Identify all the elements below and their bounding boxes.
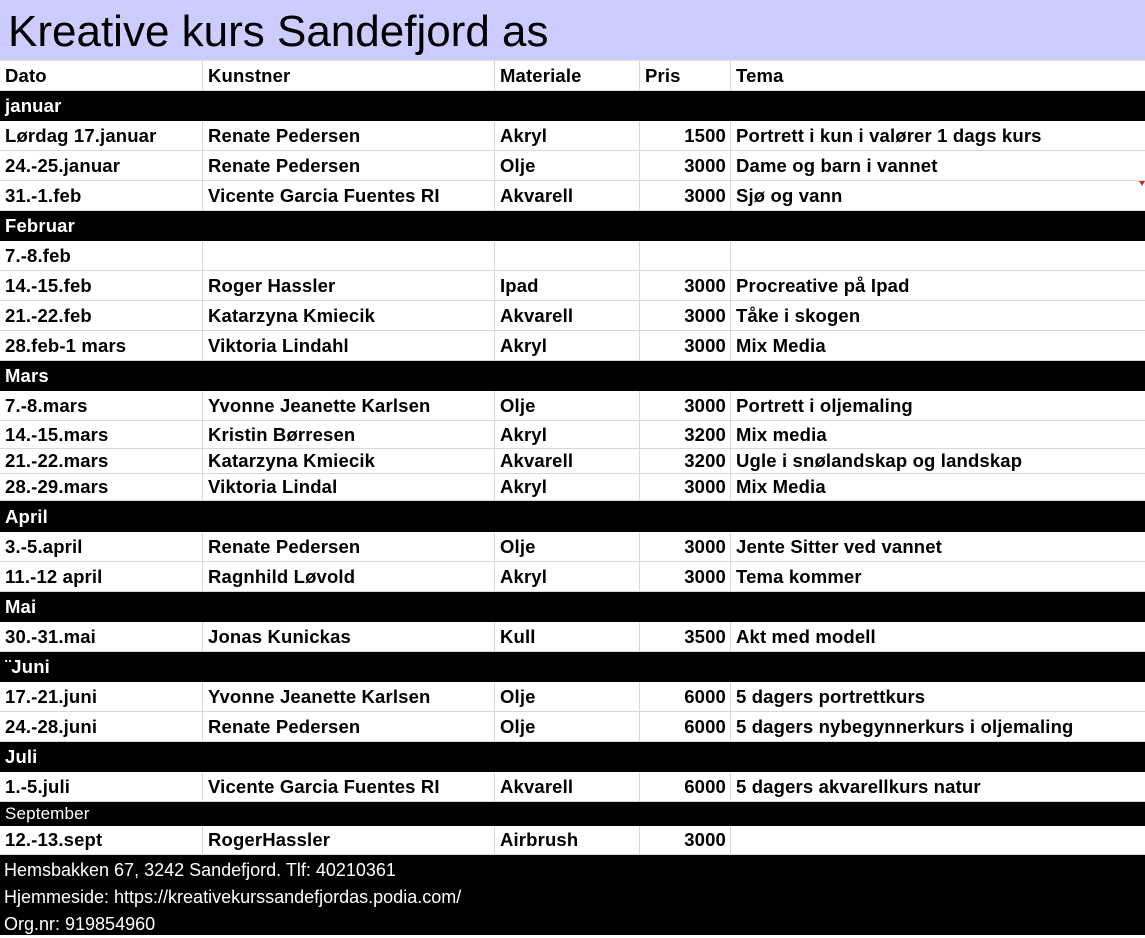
cell-dato: 3.-5.april: [0, 532, 203, 561]
cell-materiale: Akvarell: [495, 301, 640, 330]
column-header-dato: Dato: [0, 61, 203, 90]
table-row: [0, 449, 1145, 474]
cell-kunstner: Renate Pedersen: [203, 151, 495, 180]
cell-tema: 5 dagers portrettkurs: [736, 685, 926, 707]
month-label: April: [5, 505, 48, 527]
table-row: [0, 772, 1145, 802]
cell-tema: Dame og barn i vannet: [736, 154, 938, 176]
cell-dato: 31.-1.feb: [0, 181, 203, 210]
month-label: ¨Juni: [5, 656, 50, 677]
table-row: [0, 474, 1145, 501]
month-header-mai: [0, 592, 1145, 622]
cell-kunstner: Renate Pedersen: [203, 712, 495, 741]
month-label: januar: [5, 95, 62, 116]
cell-dato: 24.-25.januar: [0, 151, 203, 180]
cell-materiale: Olje: [495, 682, 640, 711]
cell-kunstner: Viktoria Lindal: [203, 474, 495, 500]
cell-pris: [640, 241, 731, 270]
cell-dato: 7.-8.feb: [0, 241, 203, 270]
cell-pris: 3000: [640, 826, 731, 854]
cell-dato: 14.-15.feb: [0, 271, 203, 300]
cell-materiale: Akvarell: [495, 181, 640, 210]
cell-pris: 6000: [640, 772, 731, 801]
table-header: [0, 61, 1145, 91]
column-header-pris: Pris: [640, 61, 731, 90]
month-label: Mai: [5, 596, 37, 617]
column-header-tema: Tema: [736, 64, 784, 86]
cell-pris: 3000: [640, 532, 731, 561]
table-row: [0, 151, 1145, 181]
month-header-september: [0, 802, 1145, 826]
cell-kunstner: RogerHassler: [203, 826, 495, 854]
cell-kunstner: Roger Hassler: [203, 271, 495, 300]
month-header-februar: [0, 211, 1145, 241]
cell-kunstner: Jonas Kunickas: [203, 622, 495, 651]
table-row: [0, 532, 1145, 562]
footer: [0, 855, 1145, 935]
page-title: Kreative kurs Sandefjord as: [0, 0, 1145, 61]
column-header-kunstner: Kunstner: [203, 61, 495, 90]
table-row: [0, 331, 1145, 361]
cell-pris: 3000: [640, 331, 731, 360]
cell-pris: 3200: [640, 421, 731, 448]
table-row: [0, 301, 1145, 331]
table-row: [0, 121, 1145, 151]
table-row: [0, 826, 1145, 855]
cell-dato: 21.-22.feb: [0, 301, 203, 330]
cell-kunstner: Renate Pedersen: [203, 532, 495, 561]
cell-pris: 3000: [640, 301, 731, 330]
cell-tema: Procreative på Ipad: [736, 274, 910, 296]
table-row: [0, 712, 1145, 742]
cell-pris: 3000: [640, 271, 731, 300]
cell-kunstner: Ragnhild Løvold: [203, 562, 495, 591]
cell-pris: 6000: [640, 712, 731, 741]
month-label: September: [5, 804, 90, 823]
cell-kunstner: Yvonne Jeanette Karlsen: [203, 682, 495, 711]
cell-materiale: Akryl: [495, 331, 640, 360]
cell-materiale: Olje: [495, 712, 640, 741]
comment-indicator-icon: [1139, 181, 1145, 186]
cell-materiale: Akvarell: [495, 449, 640, 473]
cell-tema: Mix Media: [736, 334, 826, 356]
month-label: Mars: [5, 365, 49, 386]
cell-dato: 24.-28.juni: [0, 712, 203, 741]
table-row: [0, 421, 1145, 449]
cell-pris: 3000: [640, 391, 731, 420]
cell-dato: 21.-22.mars: [0, 449, 203, 473]
cell-dato: 12.-13.sept: [0, 826, 203, 854]
cell-kunstner: Kristin Børresen: [203, 421, 495, 448]
table-row: [0, 622, 1145, 652]
cell-tema: Mix media: [736, 423, 827, 445]
cell-pris: 3200: [640, 449, 731, 473]
cell-dato: 17.-21.juni: [0, 682, 203, 711]
cell-materiale: Akryl: [495, 121, 640, 150]
cell-tema: [731, 241, 1145, 270]
table-row: [0, 241, 1145, 271]
cell-kunstner: Renate Pedersen: [203, 121, 495, 150]
cell-materiale: Akryl: [495, 474, 640, 500]
cell-dato: 28.-29.mars: [0, 474, 203, 500]
cell-pris: 3000: [640, 151, 731, 180]
cell-tema: 5 dagers akvarellkurs natur: [736, 775, 981, 797]
cell-materiale: Olje: [495, 532, 640, 561]
cell-tema: Mix Media: [736, 476, 826, 497]
cell-dato: 28.feb-1 mars: [0, 331, 203, 360]
month-label: Juli: [5, 746, 38, 767]
cell-pris: 6000: [640, 682, 731, 711]
cell-kunstner: Vicente Garcia Fuentes RI: [203, 772, 495, 801]
cell-pris: 3000: [640, 474, 731, 500]
month-header-juni: [0, 652, 1145, 682]
cell-kunstner: Viktoria Lindahl: [203, 331, 495, 360]
table-row: [0, 391, 1145, 421]
cell-kunstner: Katarzyna Kmiecik: [203, 301, 495, 330]
cell-kunstner: Katarzyna Kmiecik: [203, 449, 495, 473]
cell-pris: 3000: [640, 562, 731, 591]
cell-pris: 3000: [640, 181, 731, 210]
cell-tema: Ugle i snølandskap og landskap: [736, 450, 1023, 471]
cell-tema: [731, 826, 1145, 854]
footer-address: Hemsbakken 67, 3242 Sandefjord. Tlf: 40210361: [4, 860, 396, 880]
cell-tema: 5 dagers nybegynnerkurs i oljemaling: [736, 715, 1074, 737]
cell-materiale: Akryl: [495, 421, 640, 448]
cell-kunstner: Yvonne Jeanette Karlsen: [203, 391, 495, 420]
table-row: [0, 271, 1145, 301]
footer-website: Hjemmeside: https://kreativekurssandefjordas.podia.com/: [4, 887, 462, 907]
cell-tema: Jente Sitter ved vannet: [736, 535, 942, 557]
cell-materiale: Akryl: [495, 562, 640, 591]
cell-dato: Lørdag 17.januar: [0, 121, 203, 150]
month-label: Februar: [5, 215, 75, 236]
cell-dato: 11.-12 april: [0, 562, 203, 591]
cell-tema: Sjø og vann: [736, 184, 843, 206]
table-row: [0, 562, 1145, 592]
cell-materiale: Ipad: [495, 271, 640, 300]
month-header-januar: [0, 91, 1145, 121]
cell-kunstner: [203, 241, 495, 270]
table-row: [0, 181, 1145, 211]
month-header-juli: [0, 742, 1145, 772]
cell-pris: 1500: [640, 121, 731, 150]
cell-materiale: Kull: [495, 622, 640, 651]
cell-tema: Tema kommer: [736, 565, 862, 587]
cell-tema: Portrett i kun i valører 1 dags kurs: [736, 124, 1042, 146]
cell-dato: 1.-5.juli: [0, 772, 203, 801]
cell-materiale: Airbrush: [495, 826, 640, 854]
cell-tema: Portrett i oljemaling: [736, 394, 913, 416]
month-header-april: [0, 501, 1145, 532]
cell-materiale: Akvarell: [495, 772, 640, 801]
footer-orgnr: Org.nr: 919854960: [4, 914, 156, 934]
column-header-materiale: Materiale: [495, 61, 640, 90]
cell-tema: Tåke i skogen: [736, 304, 861, 326]
month-header-mars: [0, 361, 1145, 391]
cell-pris: 3500: [640, 622, 731, 651]
table-row: [0, 682, 1145, 712]
cell-materiale: Olje: [495, 151, 640, 180]
cell-materiale: [495, 241, 640, 270]
cell-dato: 14.-15.mars: [0, 421, 203, 448]
cell-dato: 7.-8.mars: [0, 391, 203, 420]
cell-tema: Akt med modell: [736, 625, 876, 647]
cell-materiale: Olje: [495, 391, 640, 420]
cell-dato: 30.-31.mai: [0, 622, 203, 651]
cell-kunstner: Vicente Garcia Fuentes RI: [203, 181, 495, 210]
